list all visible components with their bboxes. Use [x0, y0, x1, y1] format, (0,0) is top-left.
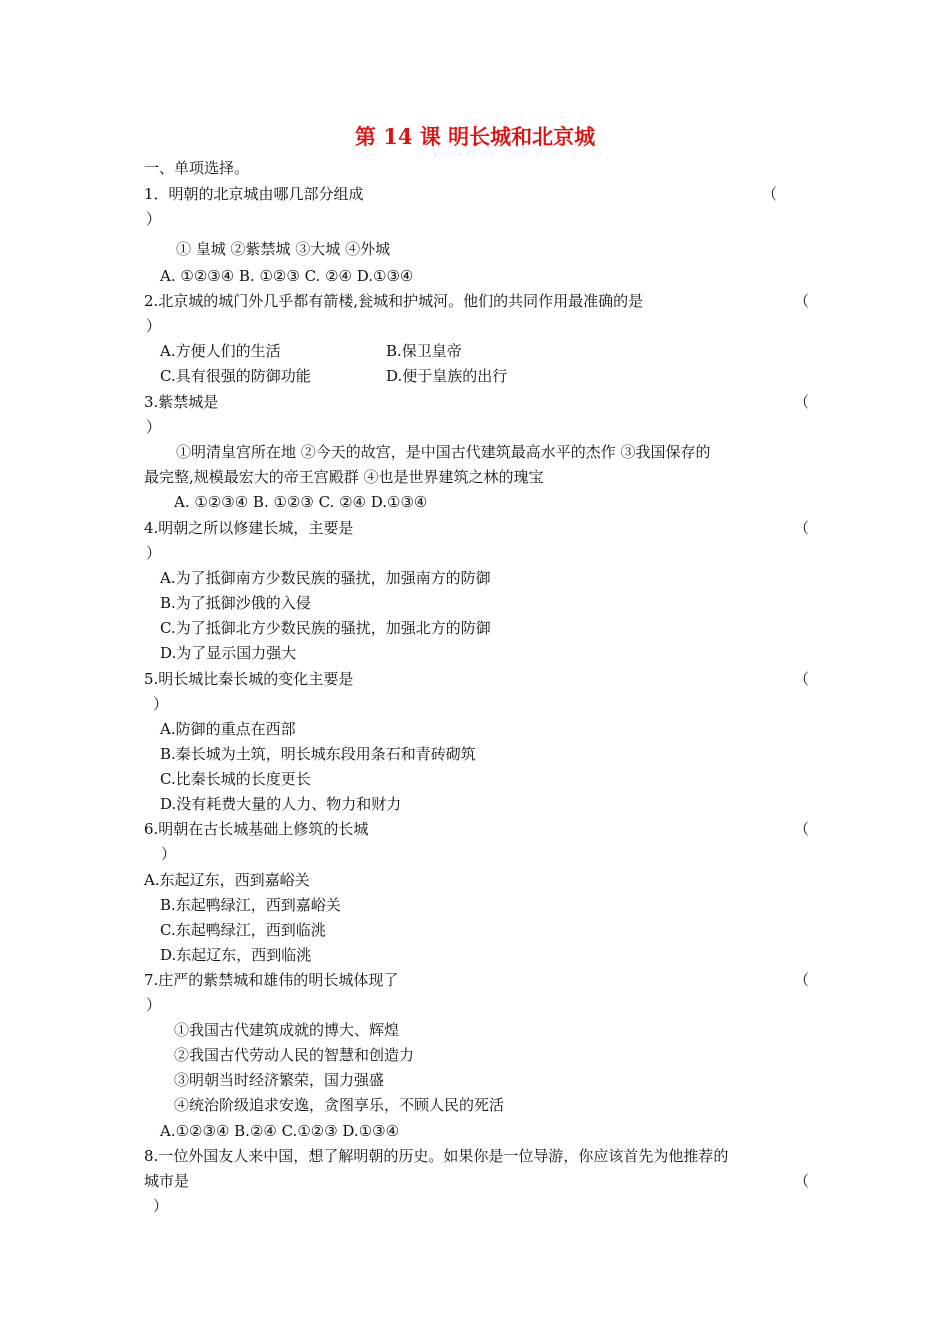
question-5-answer-open: （ — [794, 670, 810, 688]
question-1-answer-close: ） — [146, 210, 162, 228]
question-1-answer-open: （ — [762, 185, 778, 203]
question-3-answer-open: （ — [794, 393, 810, 411]
question-2-answer-open: （ — [794, 292, 810, 310]
question-8-stem-line-1: 8.一位外国友人来中国，想了解明朝的历史。如果你是一位导游，你应该首先为他推荐的 — [144, 1147, 729, 1165]
question-3-answer-close: ） — [146, 418, 162, 436]
question-5-option-b: B.秦长城为土筑，明长城东段用条石和青砖砌筑 — [160, 745, 476, 763]
question-2-stem: 2.北京城的城门外几乎都有箭楼,瓮城和护城河。他们的共同作用最准确的是 — [144, 292, 644, 310]
question-7-stem: 7.庄严的紫禁城和雄伟的明长城体现了 — [144, 971, 399, 989]
question-8-stem-line-2: 城市是 — [144, 1172, 190, 1190]
question-6-option-d: D.东起辽东，西到临洮 — [160, 946, 312, 964]
question-7-options: A.①②③④ B.②④ C.①②③ D.①③④ — [160, 1122, 400, 1140]
question-7-answer-open: （ — [794, 971, 810, 989]
question-4-answer-open: （ — [794, 519, 810, 537]
question-7-item-3: ③明朝当时经济繁荣，国力强盛 — [174, 1071, 385, 1089]
question-1-stem: 1．明朝的北京城由哪几部分组成 — [144, 185, 364, 203]
question-4-stem: 4.明朝之所以修建长城，主要是 — [144, 519, 354, 537]
question-2-option-d: D.便于皇族的出行 — [386, 367, 508, 385]
question-6-answer-close: ） — [161, 845, 177, 863]
question-8-answer-open: （ — [794, 1172, 810, 1190]
section-heading: 一、单项选择。 — [144, 159, 250, 177]
question-5-option-a: A.防御的重点在西部 — [160, 720, 296, 738]
question-6-option-b: B.东起鸭绿江，西到嘉峪关 — [160, 896, 341, 914]
question-3-options: A. ①②③④ B. ①②③ C. ②④ D.①③④ — [174, 493, 428, 511]
question-6-answer-open: （ — [794, 820, 810, 838]
question-8-answer-close: ） — [153, 1197, 169, 1215]
question-6-stem: 6.明朝在古长城基础上修筑的长城 — [144, 820, 369, 838]
question-4-option-d: D.为了显示国力强大 — [160, 644, 297, 662]
question-2-answer-close: ） — [146, 317, 162, 335]
question-7-item-4: ④统治阶级追求安逸，贪图享乐，不顾人民的死活 — [174, 1096, 505, 1114]
question-3-items-line-2: 最完整,规模最宏大的帝王宫殿群 ④也是世界建筑之林的瑰宝 — [144, 468, 544, 486]
question-5-answer-close: ） — [153, 695, 169, 713]
question-6-option-c: C.东起鸭绿江，西到临洮 — [160, 921, 326, 939]
question-5-option-c: C.比秦长城的长度更长 — [160, 770, 311, 788]
question-4-option-b: B.为了抵御沙俄的入侵 — [160, 594, 311, 612]
question-6-option-a: A.东起辽东，西到嘉峪关 — [144, 871, 310, 889]
page-title: 第 14 课 明长城和北京城 — [354, 124, 596, 149]
question-2-option-a: A.方便人们的生活 — [160, 342, 281, 360]
question-5-stem: 5.明长城比秦长城的变化主要是 — [144, 670, 354, 688]
question-1-options: A. ①②③④ B. ①②③ C. ②④ D.①③④ — [160, 267, 414, 285]
question-5-option-d: D.没有耗费大量的人力、物力和财力 — [160, 795, 402, 813]
question-4-option-c: C.为了抵御北方少数民族的骚扰，加强北方的防御 — [160, 619, 491, 637]
question-1-items: ① 皇城 ②紫禁城 ③大城 ④外城 — [176, 240, 391, 258]
question-7-item-2: ②我国古代劳动人民的智慧和创造力 — [174, 1046, 415, 1064]
question-3-items-line-1: ①明清皇宫所在地 ②今天的故宫，是中国古代建筑最高水平的杰作 ③我国保存的 — [176, 443, 711, 461]
question-4-option-a: A.为了抵御南方少数民族的骚扰，加强南方的防御 — [160, 569, 491, 587]
question-3-stem: 3.紫禁城是 — [144, 393, 219, 411]
question-7-item-1: ①我国古代建筑成就的博大、辉煌 — [174, 1021, 400, 1039]
question-2-option-c: C.具有很强的防御功能 — [160, 367, 311, 385]
question-7-answer-close: ） — [146, 996, 162, 1014]
question-4-answer-close: ） — [146, 544, 162, 562]
question-2-option-b: B.保卫皇帝 — [386, 342, 462, 360]
